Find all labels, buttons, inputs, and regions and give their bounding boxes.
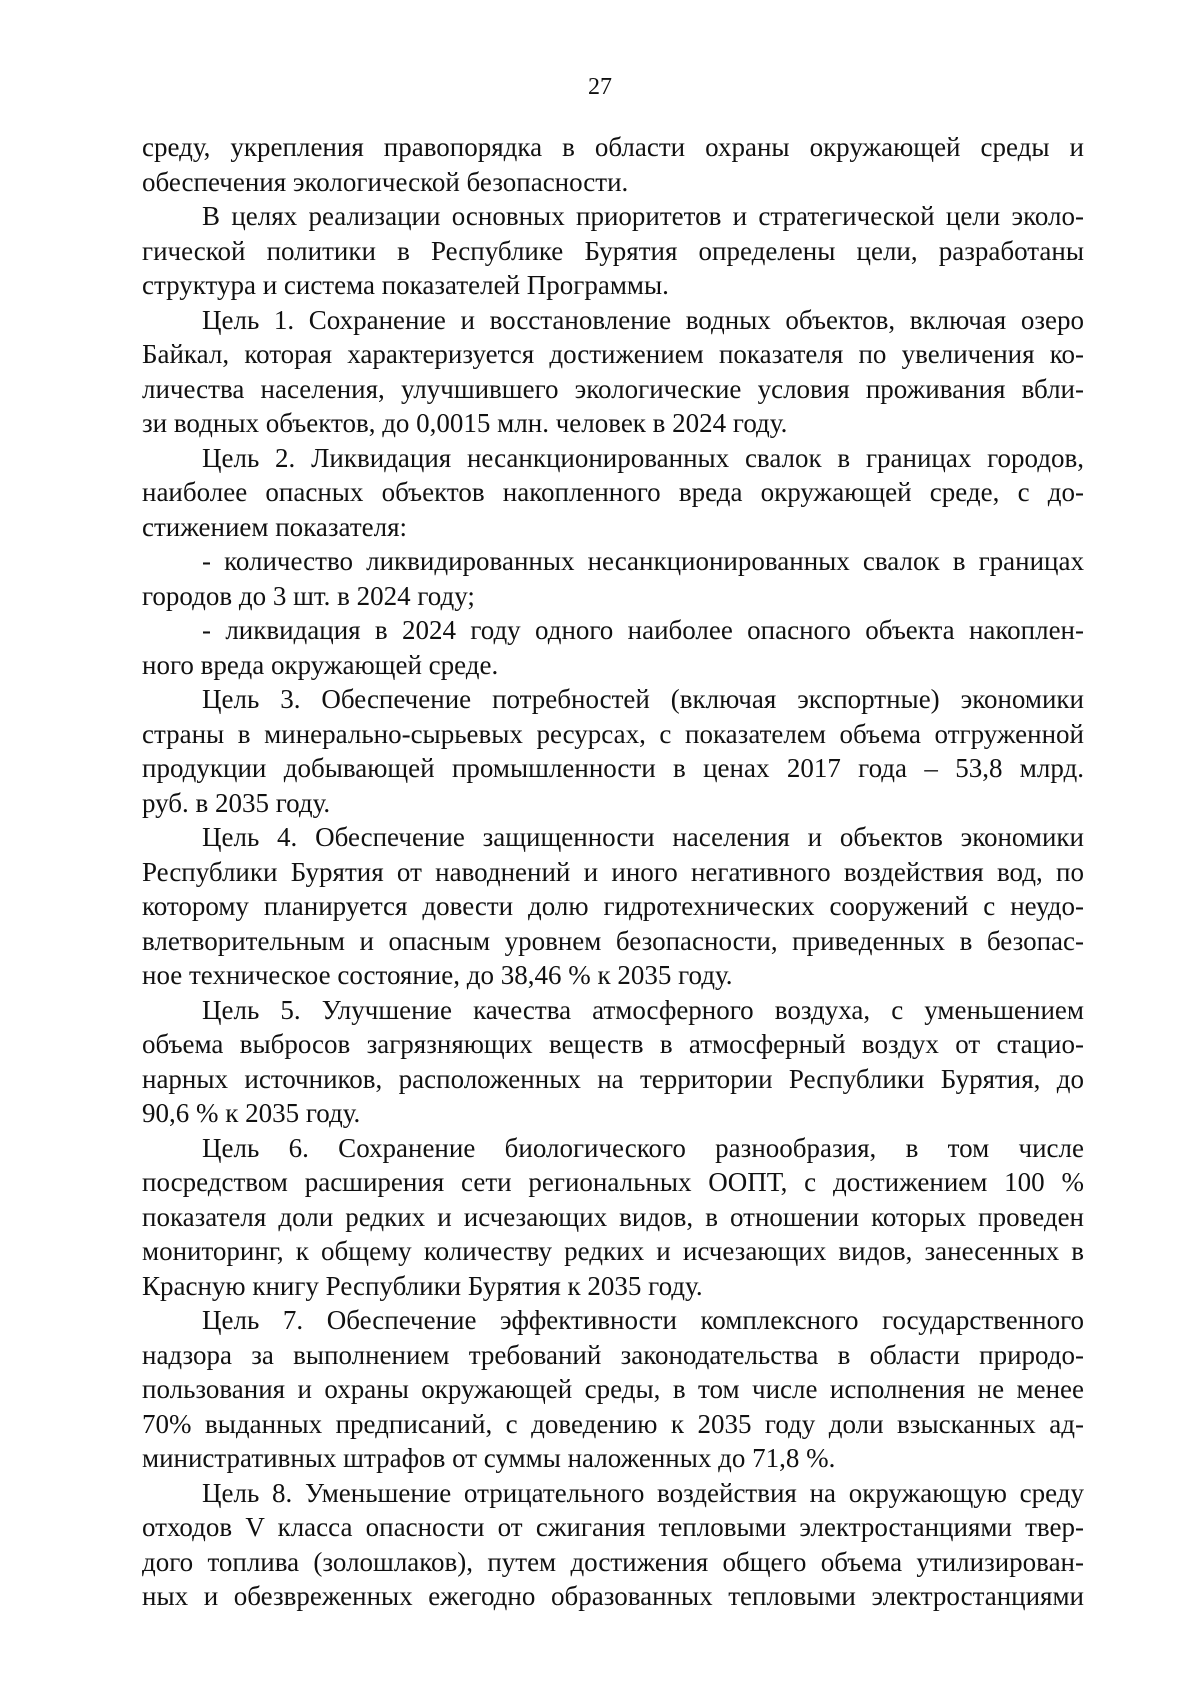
text-line: ных и обезвреженных ежегодно образованных тепловыми электростанциями (142, 1581, 1084, 1611)
text-line: Цель 2. Ликвидация несанкционированных свалок в границах городов, (202, 442, 1084, 473)
text-line: посредством расширения сети региональных ООПТ, с достижением 100 % (142, 1167, 1084, 1197)
text-line: объема выбросов загрязняющих веществ в атмосферный воздух от стацио- (142, 1029, 1084, 1059)
paragraph (142, 441, 1084, 545)
text-line: - ликвидация в 2024 году одного наиболее опасного объекта накоплен- (202, 615, 1084, 645)
text-line: влетворительным и опасным уровнем безопасности, приведенных в безопас- (142, 925, 1084, 956)
paragraph (142, 1476, 1084, 1614)
paragraph (142, 993, 1084, 1131)
text-line: личества населения, улучшившего экологические условия проживания вбли- (142, 373, 1084, 404)
text-line: министративных штрафов от суммы наложенных до 71,8 %. (142, 1443, 836, 1473)
text-line: мониторинг, к общему количеству редких и исчезающих видов, занесенных в (142, 1236, 1084, 1266)
text-line: которому планируется довести долю гидротехнических сооружений с неудо- (142, 891, 1084, 921)
paragraph (142, 613, 1084, 682)
text-line: Цель 4. Обеспечение защищенности населения и объектов экономики (202, 822, 1084, 852)
text-line: В целях реализации основных приоритетов и стратегической цели эколо- (202, 201, 1084, 231)
text-line: Байкал, которая характеризуется достижением показателя по увеличения ко- (142, 339, 1084, 369)
text-line: Красную книгу Республики Бурятия к 2035 году. (142, 1270, 703, 1301)
text-line: - количество ликвидированных несанкционированных свалок в границах (202, 546, 1084, 576)
text-line: гической политики в Республике Бурятия определены цели, разработаны (142, 235, 1084, 266)
text-line: показателя доли редких и исчезающих видов, в отношении которых проведен (142, 1201, 1084, 1232)
text-line: городов до 3 шт. в 2024 году; (142, 580, 475, 611)
text-line: стижением показателя: (142, 511, 408, 542)
text-line: отходов V класса опасности от сжигания тепловыми электростанциями твер- (142, 1512, 1084, 1542)
text-line: нарных источников, расположенных на территории Республики Бурятия, до (142, 1063, 1084, 1094)
text-line: надзора за выполнением требований законодательства в области природо- (142, 1339, 1084, 1370)
text-line: страны в минерально-сырьевых ресурсах, с показателем объема отгруженной (142, 718, 1084, 749)
paragraph (142, 820, 1084, 993)
document-body (142, 130, 1084, 1614)
text-line: Цель 3. Обеспечение потребностей (включая экспортные) экономики (202, 684, 1084, 714)
text-line: Республики Бурятия от наводнений и иного негативного воздействия вод, по (142, 856, 1084, 887)
paragraph (142, 303, 1084, 441)
text-line: среду, укрепления правопорядка в области охраны окружающей среды и (142, 132, 1084, 162)
paragraph (142, 130, 1084, 199)
text-line: Цель 5. Улучшение качества атмосферного воздуха, с уменьшением (202, 994, 1084, 1025)
text-line: руб. в 2035 году. (142, 787, 331, 818)
text-line: ного вреда окружающей среде. (142, 649, 499, 680)
paragraph (142, 1131, 1084, 1304)
text-line: Цель 8. Уменьшение отрицательного воздействия на окружающую среду (202, 1477, 1084, 1508)
text-line: обеспечения экологической безопасности. (142, 166, 629, 197)
page-number: 27 (588, 74, 612, 100)
paragraph (142, 544, 1084, 613)
text-line: дого топлива (золошлаков), путем достижения общего объема утилизирован- (142, 1546, 1084, 1577)
text-line: зи водных объектов, до 0,0015 млн. человек в 2024 году. (142, 408, 788, 438)
paragraph (142, 199, 1084, 303)
text-line: пользования и охраны окружающей среды, в том числе исполнения не менее (142, 1374, 1084, 1404)
text-line: Цель 7. Обеспечение эффективности комплексного государственного (202, 1305, 1084, 1335)
text-line: продукции добывающей промышленности в ценах 2017 года – 53,8 млрд. (142, 753, 1084, 783)
text-line: ное техническое состояние, до 38,46 % к 2035 году. (142, 960, 733, 990)
text-line: Цель 6. Сохранение биологического разнообразия, в том числе (202, 1132, 1084, 1163)
paragraph (142, 682, 1084, 820)
text-line: наиболее опасных объектов накопленного вреда окружающей среде, с до- (142, 477, 1084, 507)
text-line: Цель 1. Сохранение и восстановление водных объектов, включая озеро (202, 304, 1084, 335)
text-line: 90,6 % к 2035 году. (142, 1098, 361, 1128)
paragraph (142, 1303, 1084, 1476)
text-line: структура и система показателей Программы. (142, 270, 669, 300)
text-line: 70% выданных предписаний, с доведению к 2035 году доли взысканных ад- (142, 1408, 1084, 1439)
